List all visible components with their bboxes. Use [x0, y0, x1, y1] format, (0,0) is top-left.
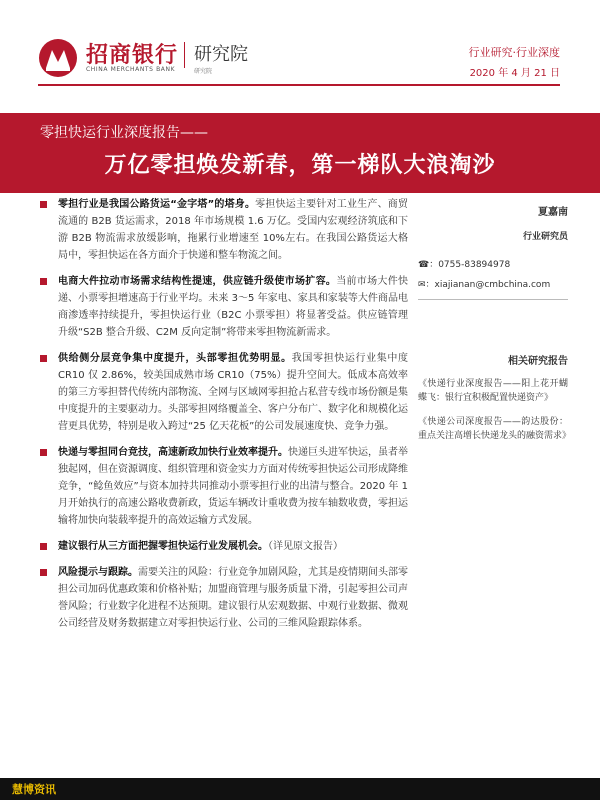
paragraph-lead: 供给侧分层竞争集中度提升，头部零担优势明显。: [58, 353, 292, 364]
footer-watermark: 慧博资讯: [12, 783, 56, 796]
summary-paragraph: [40, 273, 408, 341]
report-date: 2020 年 4 月 21 日: [469, 68, 560, 79]
summary-paragraph: [40, 196, 408, 264]
bullet-square-icon: [40, 201, 47, 208]
related-reports-heading: 相关研究报告: [508, 356, 568, 367]
paragraph-lead: 风险提示与跟踪。: [58, 567, 138, 578]
related-report-link[interactable]: 《快递公司深度报告——韵达股份：重点关注高增长快递龙头的融资需求》: [418, 417, 572, 441]
bullet-square-icon: [40, 355, 47, 362]
summary-paragraph: [40, 444, 408, 529]
paragraph-text: 当前市场大件快递、小票零担增速高于行业平均。未来 3～5 年家电、家具和家装等大件商品电商渗透率持续提升，零担快运行业（B2C 小票零担）将显著受益。供应链管理升级“S2B 整合升级、C2M 反向定制”将带来零担物流新需求。: [58, 276, 409, 338]
logo-institute-small: 研究院: [194, 68, 213, 75]
author-contact: [418, 255, 568, 295]
author-title: 行业研究员: [522, 232, 568, 242]
logo-name-cn: 招商银行: [86, 43, 179, 68]
paragraph-lead: 快递与零担同台竞技，高速新政加快行业效率提升。: [58, 447, 288, 458]
logo-divider: [184, 42, 185, 68]
page-title: 万亿零担焕发新春，第一梯队大浪淘沙: [104, 152, 496, 178]
report-type: 行业研究·行业深度: [468, 46, 560, 59]
summary-paragraph: [40, 350, 408, 435]
paragraph-lead: 建议银行从三方面把握零担快运行业发展机会。: [58, 541, 268, 552]
cmb-logo-icon: [38, 38, 78, 78]
summary-content: [40, 196, 408, 641]
author-sidebar: [418, 205, 572, 443]
paragraph-lead: 零担行业是我国公路货运“金字塔”的塔身。: [58, 199, 256, 210]
bullet-square-icon: [40, 543, 47, 550]
bullet-square-icon: [40, 278, 47, 285]
report-series: 零担快运行业深度报告——: [40, 125, 208, 141]
author-phone: ☎：0755-83894978: [418, 260, 511, 270]
paragraph-lead: 电商大件拉动市场需求结构性提速，供应链升级使市场扩容。: [58, 276, 337, 287]
bullet-square-icon: [40, 449, 47, 456]
sidebar-divider: [418, 299, 568, 300]
footer-bar: [0, 778, 600, 800]
logo-institute: 研究院: [194, 44, 248, 65]
paragraph-text: 需要关注的风险：行业竞争加剧风险，尤其是疫情期间头部零担公司加码优惠政策和价格补贴；加盟商管理与服务质量下滑，引起零担公司声誉风险；行业数字化进程不达预期。建议银行从宏观数据、中观行业数据、微观公司经营及财务数据建立对零担快运行业、公司的三维风险跟踪体系。: [58, 567, 408, 629]
author-name: 夏嘉南: [538, 207, 568, 218]
summary-paragraph: [40, 538, 408, 555]
summary-paragraph: [40, 564, 408, 632]
header-divider: [38, 84, 560, 86]
paragraph-text: （详见原文报告）: [268, 541, 343, 552]
related-report-link[interactable]: 《快递行业深度报告——阳上花开蝴蝶飞：银行宜积极配置快递资产》: [418, 379, 568, 403]
bullet-square-icon: [40, 569, 47, 576]
paragraph-text: 零担快运主要针对工业生产、商贸流通的 B2B 货运需求，2018 年市场规模 1.6 万亿。受国内宏观经济筑底和下游 B2B 物流需求放缓影响，拖累行业增速至 10%左右。在我国公路货运大格局中，零担快运在各方面介于快递和整车物流之间。: [58, 199, 408, 261]
paragraph-text: 我国零担快运行业集中度 CR10 仅 2.86%，较美国成熟市场 CR10（75%）提升空间大。低成本高效率的第三方零担替代传统内部物流、全网与区域网零担抢占私营专线市场份额是集中度提升的主要驱动力。头部零担网络覆盖全、客户分布广、数字化和规模化运营更具优势，特别是收入跨过“25 亿天花板”的公司发展速度快、竞争力强。: [58, 353, 408, 432]
paragraph-text: 快递巨头进军快运，虽者举独起网，但在资源调度、组织管理和资金实力方面对传统零担快运公司形成降维竞争，“鲶鱼效应”与资本加持共同推动小票零担行业的出清与整合。2020 年 1 月开始执行的高速公路收费新政，货运车辆改计重收费为按车轴数收费，零担运输将加快向装载率提升的高效运输方式发展。: [58, 447, 408, 526]
logo-name-en: CHINA MERCHANTS BANK: [86, 66, 176, 73]
author-email[interactable]: ✉：xiajianan@cmbchina.com: [418, 280, 551, 290]
